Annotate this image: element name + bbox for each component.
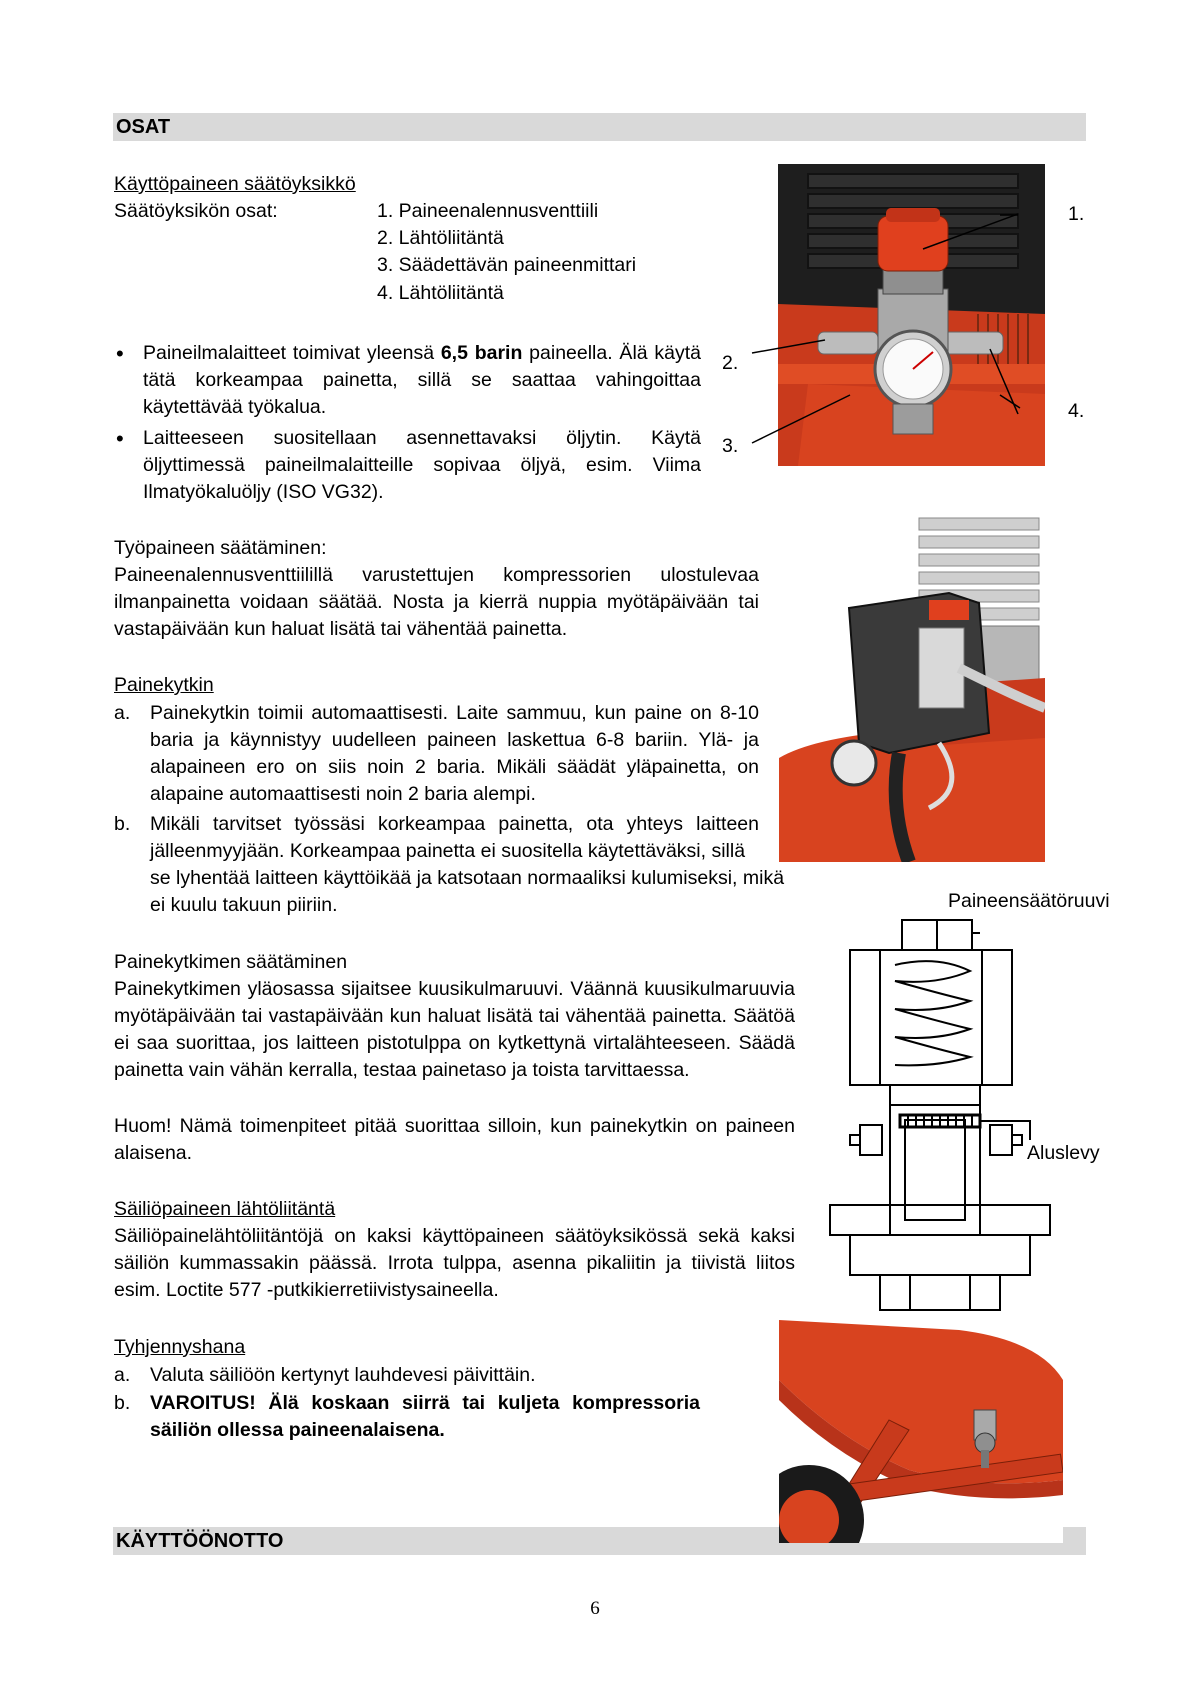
unit-part-4: 4. Lähtöliitäntä <box>377 282 504 304</box>
tyhjennys-heading: Tyhjennyshana <box>114 1336 246 1358</box>
huom-text: Huom! Nämä toimenpiteet pitää suorittaa silloin, kun painekytkin on paineen alaisena. <box>114 1115 795 1164</box>
painekytkin-b-mark: b. <box>114 813 131 835</box>
pressure-switch-diagram <box>820 905 1060 1315</box>
drain-valve-photo <box>779 1320 1063 1543</box>
painekytkin-b-text: Mikäli tarvitset työssäsi korkeampaa painetta, ota yhteys laitteen jälleenmyyjään. Korkeampaa painetta ei suositella käytettäväksi, sillä <box>150 813 759 862</box>
painekytkin-b-line2: se lyhentää laitteen käyttöikää ja katsotaan normaaliksi kulumiseksi, mikä <box>150 867 785 889</box>
callout-4: 4. <box>1068 400 1085 422</box>
painekytkin-a-mark: a. <box>114 702 131 724</box>
section-bar-osat <box>113 113 1086 141</box>
painekytkin-b-line3: ei kuulu takuun piiriin. <box>150 894 338 916</box>
tyopaine-text: Paineenalennusventtiilillä varustettujen kompressorien ulostulevaa ilmanpainetta voidaan säätää. Nosta ja kierrä nuppia myötäpäivään tai vastapäivään kun haluat lisätä tai vähentää painetta. <box>114 564 759 640</box>
sailio-text: Säiliöpainelähtöliitäntöjä on kaksi käyttöpaineen säätöyksikössä sekä kaksi säiliön kummassakin päässä. Irrota tulppa, asenna pikaliitin ja tiivistä liitos esim. Loctite 577 -putkikierretiivistysaineella. <box>114 1225 795 1301</box>
bullet-1-text: Paineilmalaitteet toimivat yleensä 6,5 barin paineella. Älä käytä tätä korkeampaa painetta, sillä se saattaa vahingoittaa käytettävää työkalua. <box>143 342 702 418</box>
bullet-2-dot: • <box>116 426 124 451</box>
sailio-heading: Säiliöpaineen lähtöliitäntä <box>114 1198 336 1220</box>
unit-parts-label: Säätöyksikön osat: <box>114 200 278 222</box>
painekytkin-heading: Painekytkin <box>114 674 214 696</box>
tyhjennys-b-text: VAROITUS! Älä koskaan siirrä tai kuljeta kompressoria säiliön ollessa paineenalaisena. <box>150 1392 700 1441</box>
section-title-kayttoonotto: KÄYTTÖÖNOTTO <box>116 1530 284 1552</box>
diagram-label-washer: Aluslevy <box>1027 1142 1100 1164</box>
tyhjennys-b-mark: b. <box>114 1392 131 1414</box>
diagram-label-screw: Paineensäätöruuvi <box>948 890 1110 912</box>
unit-part-3: 3. Säädettävän paineenmittari <box>377 254 637 276</box>
unit-heading: Käyttöpaineen säätöyksikkö <box>114 173 356 195</box>
callout-1: 1. <box>1068 203 1085 225</box>
tyhjennys-a-text: Valuta säiliöön kertynyt lauhdevesi päivittäin. <box>150 1364 536 1386</box>
bullet-2-text: Laitteeseen suositellaan asennettavaksi öljytin. Käytä öljyttimessä paineilmalaitteille sopivaa öljyä, esim. Viima Ilmatyökaluöljy (ISO VG32). <box>143 427 701 503</box>
tyopaine-heading: Työpaineen säätäminen: <box>114 537 327 559</box>
saataminen-text: Painekytkimen yläosassa sijaitsee kuusikulmaruuvi. Väännä kuusikulmaruuvia myötäpäivään tai vastapäivään kun haluat lisätä tai vähentää painetta. Säätöä ei saa suorittaa, jos laitteen pistotulppa on kytkettynä virtalähteeseen. Säädä painetta vain vähän kerralla, testaa painetaso ja toista tarvittaessa. <box>114 978 795 1081</box>
callout-leaders <box>700 190 1080 470</box>
unit-part-1: 1. Paineenalennusventtiili <box>377 200 599 222</box>
callout-2: 2. <box>722 352 739 374</box>
pressure-switch-photo <box>779 508 1045 862</box>
painekytkin-a-text: Painekytkin toimii automaattisesti. Laite sammuu, kun paine on 8-10 baria ja käynnistyy uudelleen paineen laskettua 6-8 bariin. Ylä- ja alapaineen ero on siis noin 2 baria. Mikäli säädät yläpainetta, on alapaine automaattisesti noin 2 baria alempi. <box>150 702 759 805</box>
bullet-1-dot: • <box>116 341 124 366</box>
unit-part-2: 2. Lähtöliitäntä <box>377 227 504 249</box>
page-number: 6 <box>590 1598 600 1619</box>
saataminen-heading: Painekytkimen säätäminen <box>114 951 348 973</box>
tyhjennys-a-mark: a. <box>114 1364 131 1386</box>
callout-3: 3. <box>722 435 739 457</box>
section-title-osat: OSAT <box>116 116 171 138</box>
